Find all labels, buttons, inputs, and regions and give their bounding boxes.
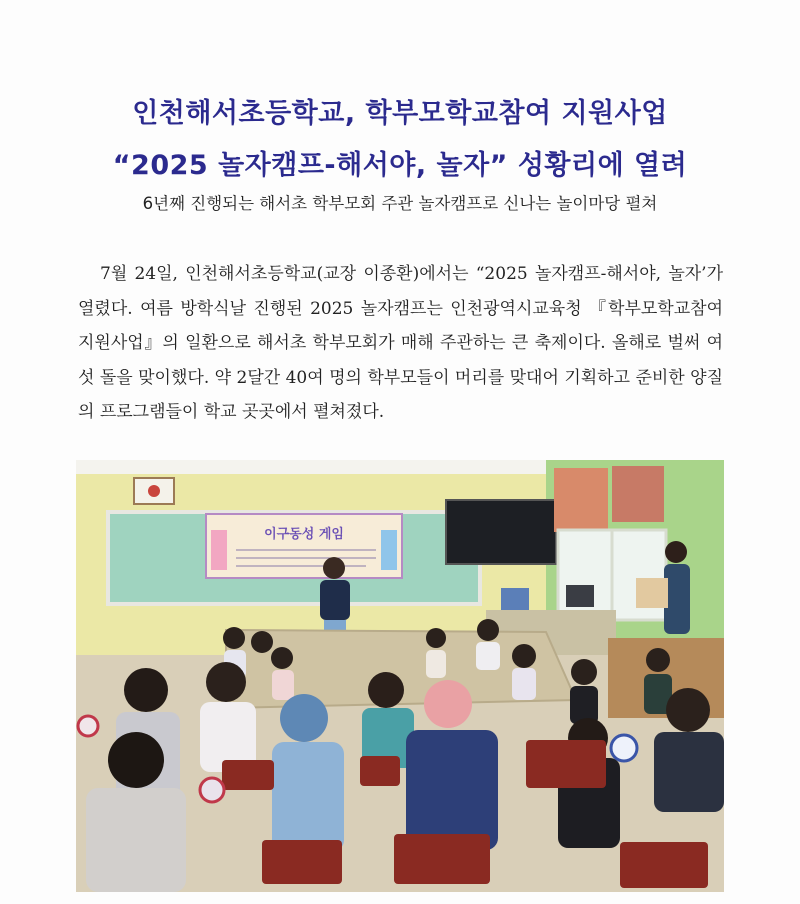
board-title: 이구동성 게임: [264, 527, 344, 542]
article-headline: [0, 88, 800, 192]
classroom-illustration: [76, 460, 724, 892]
article-photo: [76, 460, 724, 892]
article-subheadline: 6년째 진행되는 해서초 학부모회 주관 놀자캠프로 신나는 놀이마당 펼쳐: [142, 194, 658, 213]
article-body: 7월 24일, 인천해서초등학교(교장 이종환)에서는 “2025 놀자캠프-해서야, 놀자’가 열렸다. 여름 방학식날 진행된 2025 놀자캠프는 인천광역시교육청 『학부모학교참여지원사업』의 일환으로 해서초 학부모회가 매해 주관하는 큰 축제이다. 올해로 벌써 여섯 돌을 맞이했다. 약 2달간 40여 명의 학부모들이 머리를 맞대어 기획하고 준비한 양질의 프로그램들이 학교 곳곳에서 펼쳐졌다.: [78, 264, 723, 422]
headline-line-1: 인천해서초등학교, 학부모학교참여 지원사업: [132, 98, 668, 129]
headline-line-2: “2025 놀자캠프-해서야, 놀자” 성황리에 열려: [112, 150, 688, 181]
